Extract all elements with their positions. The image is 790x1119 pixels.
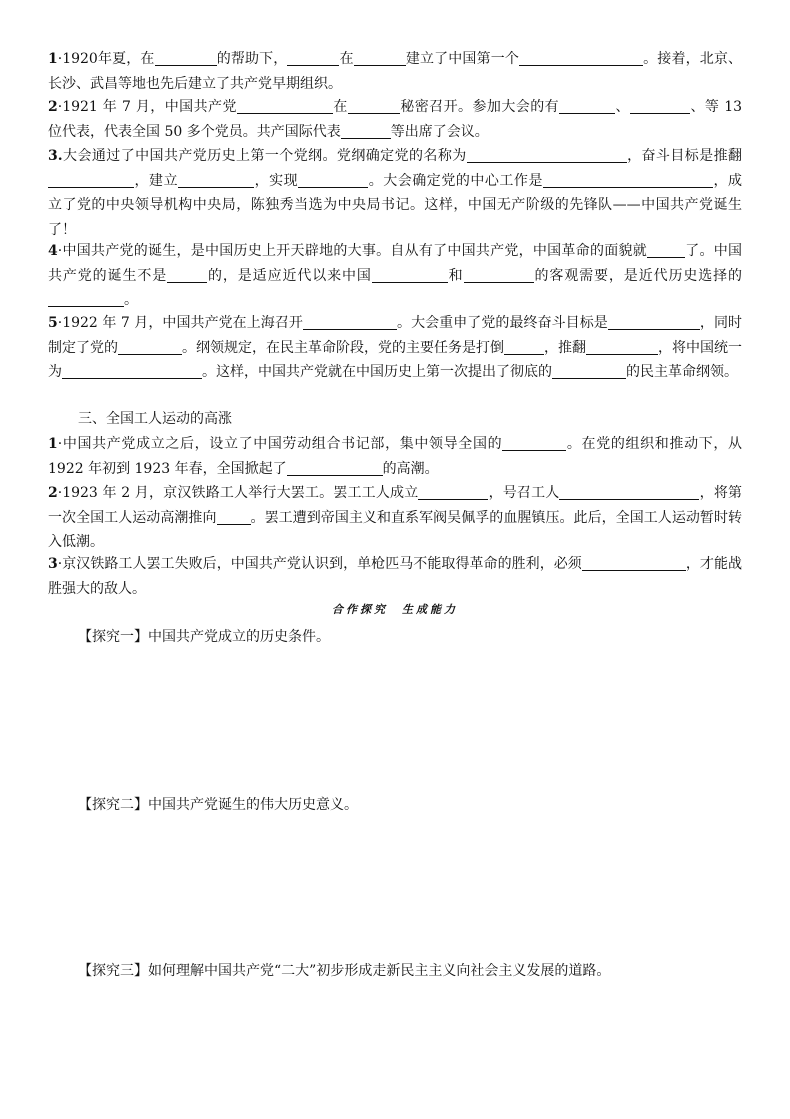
section-heading: 三、全国工人运动的高涨 bbox=[78, 411, 232, 427]
section-banner: 合作探究 生成能力 bbox=[332, 603, 458, 616]
text-segment: 。接着，北京、长沙、武昌等地也先后建立了共产党早期组织。 bbox=[48, 51, 743, 92]
text-segment: 在 bbox=[339, 51, 354, 67]
item-number: 2 bbox=[48, 485, 58, 501]
fill-blank[interactable] bbox=[467, 147, 627, 163]
text-segment: ·1920年夏，在 bbox=[57, 51, 155, 67]
text-segment: 。纲领规定，在民主革命阶段，党的主要任务是打倒 bbox=[182, 339, 504, 356]
text-segment: ·1923 年 2 月，京汉铁路工人举行大罢工。罢工工人成立 bbox=[57, 485, 419, 501]
fill-blank[interactable] bbox=[48, 172, 134, 188]
fill-blank[interactable] bbox=[582, 555, 686, 571]
text-segment: 。大会重申了党的最终奋斗目标是 bbox=[396, 315, 608, 331]
item-number: 4 bbox=[48, 243, 58, 259]
text-segment: ·中国共产党成立之后，设立了中国劳动组合书记部，集中领导全国的 bbox=[57, 436, 503, 452]
text-segment: 。在党的组织和推动下，从 1922 年初到 1923 年春，全国掀起了 bbox=[48, 436, 743, 477]
text-segment: 在 bbox=[332, 99, 348, 115]
item-number: 5 bbox=[48, 315, 58, 331]
text-segment: 和 bbox=[447, 267, 464, 284]
text-segment: 的民主革命纲领。 bbox=[626, 364, 738, 380]
fill-blank[interactable] bbox=[418, 484, 488, 500]
text-segment: 的高潮。 bbox=[382, 460, 439, 477]
explore-label: 【探究二】 bbox=[78, 797, 148, 813]
text-segment: ，建立 bbox=[134, 172, 179, 189]
explore-2 bbox=[78, 794, 358, 816]
fill-blank[interactable] bbox=[155, 50, 217, 66]
item-2-3 bbox=[48, 144, 742, 242]
fill-blank[interactable] bbox=[354, 50, 406, 66]
fill-blank[interactable] bbox=[372, 267, 448, 283]
text-segment: ·京汉铁路工人罢工失败后，中国共产党认识到，单枪匹马不能取得革命的胜利，必须 bbox=[57, 556, 582, 572]
fill-blank[interactable] bbox=[303, 314, 397, 330]
fill-blank[interactable] bbox=[287, 50, 339, 66]
text-segment: ·1921 年 7 月，中国共产党 bbox=[57, 99, 237, 115]
explore-text: 中国共产党成立的历史条件。 bbox=[148, 629, 330, 645]
item-2-2 bbox=[48, 95, 742, 144]
fill-blank[interactable] bbox=[48, 291, 124, 307]
text-segment: 的，是适应近代以来中国 bbox=[207, 267, 372, 284]
text-segment: ，同时制定了党的 bbox=[48, 315, 743, 356]
fill-blank[interactable] bbox=[237, 98, 333, 114]
explore-3 bbox=[78, 960, 610, 982]
text-segment: 的帮助下， bbox=[216, 51, 288, 67]
explore-label: 【探究三】 bbox=[78, 963, 148, 979]
text-segment: 。大会确定党的中心工作是 bbox=[368, 172, 543, 189]
fill-blank[interactable] bbox=[298, 172, 368, 188]
fill-blank[interactable] bbox=[287, 460, 383, 476]
text-segment: 秘密召开。参加大会的有 bbox=[399, 99, 560, 115]
text-segment: ·1922 年 7 月，中国共产党在上海召开 bbox=[57, 315, 303, 331]
fill-blank[interactable] bbox=[118, 339, 182, 355]
text-segment: 建立了中国第一个 bbox=[405, 51, 520, 67]
fill-blank[interactable] bbox=[630, 98, 690, 114]
item-3-2 bbox=[48, 481, 742, 555]
text-segment: ，成立了党的中央领导机构中央局，陈独秀当选为中央局书记。这样，中国无产阶级的先锋队——中国共产党诞生了！ bbox=[48, 172, 743, 238]
fill-blank[interactable] bbox=[348, 98, 400, 114]
text-segment: ，实现 bbox=[254, 172, 299, 189]
item-2-5 bbox=[48, 311, 742, 385]
text-segment: 、 bbox=[615, 99, 630, 115]
fill-blank[interactable] bbox=[341, 123, 391, 139]
item-number: 1 bbox=[48, 51, 58, 67]
text-segment: ，将第一次全国工人运动高潮推向 bbox=[48, 485, 743, 526]
text-segment: 了。中国共产党的诞生不是 bbox=[48, 243, 742, 284]
fill-blank[interactable] bbox=[559, 484, 699, 500]
fill-blank[interactable] bbox=[608, 314, 700, 330]
item-3-3 bbox=[48, 552, 742, 601]
fill-blank[interactable] bbox=[552, 363, 626, 379]
text-segment: 。罢工遭到帝国主义和直系军阀吴佩孚的血腥镇压。此后，全国工人运动暂时转入低潮。 bbox=[48, 509, 743, 550]
text-segment: 大会通过了中国共产党历史上第一个党纲。党纲确定党的名称为 bbox=[62, 148, 467, 164]
text-segment: ，将中国统一为 bbox=[48, 339, 742, 380]
text-segment: 。 bbox=[124, 292, 138, 308]
text-segment: 、等 13 位代表，代表全国 50 多个党员。共产国际代表 bbox=[48, 99, 743, 140]
fill-blank[interactable] bbox=[62, 363, 202, 379]
fill-blank[interactable] bbox=[167, 267, 207, 283]
text-segment: ·中国共产党的诞生，是中国历史上开天辟地的大事。自从有了中国共产党，中国革命的面貌就 bbox=[57, 243, 647, 259]
fill-blank[interactable] bbox=[519, 50, 643, 66]
fill-blank[interactable] bbox=[217, 509, 251, 525]
fill-blank[interactable] bbox=[178, 172, 254, 188]
fill-blank[interactable] bbox=[647, 242, 685, 258]
text-segment: 的客观需要，是近代历史选择的 bbox=[533, 267, 743, 284]
item-number: 3 bbox=[48, 556, 58, 572]
item-number: 3. bbox=[48, 148, 63, 164]
item-number: 1 bbox=[48, 436, 58, 452]
text-segment: 。这样，中国共产党就在中国历史上第一次提出了彻底的 bbox=[202, 364, 552, 380]
text-segment: ，奋斗目标是推翻 bbox=[626, 148, 743, 164]
item-2-4 bbox=[48, 239, 742, 313]
explore-1 bbox=[78, 626, 330, 648]
explore-label: 【探究一】 bbox=[78, 629, 148, 645]
text-segment: ，号召工人 bbox=[488, 485, 560, 501]
fill-blank[interactable] bbox=[543, 172, 713, 188]
item-number: 2 bbox=[48, 99, 58, 115]
fill-blank[interactable] bbox=[464, 267, 534, 283]
explore-text: 如何理解中国共产党“二大”初步形成走新民主主义向社会主义发展的道路。 bbox=[148, 963, 611, 979]
fill-blank[interactable] bbox=[559, 98, 615, 114]
text-segment: 等出席了会议。 bbox=[390, 123, 489, 140]
fill-blank[interactable] bbox=[504, 339, 544, 355]
item-2-1 bbox=[48, 47, 742, 96]
text-segment: ，才能战胜强大的敌人。 bbox=[48, 556, 742, 597]
fill-blank[interactable] bbox=[586, 339, 658, 355]
text-segment: ，推翻 bbox=[544, 339, 586, 356]
explore-text: 中国共产党诞生的伟大历史意义。 bbox=[148, 797, 358, 813]
fill-blank[interactable] bbox=[502, 435, 566, 451]
item-3-1 bbox=[48, 432, 742, 481]
